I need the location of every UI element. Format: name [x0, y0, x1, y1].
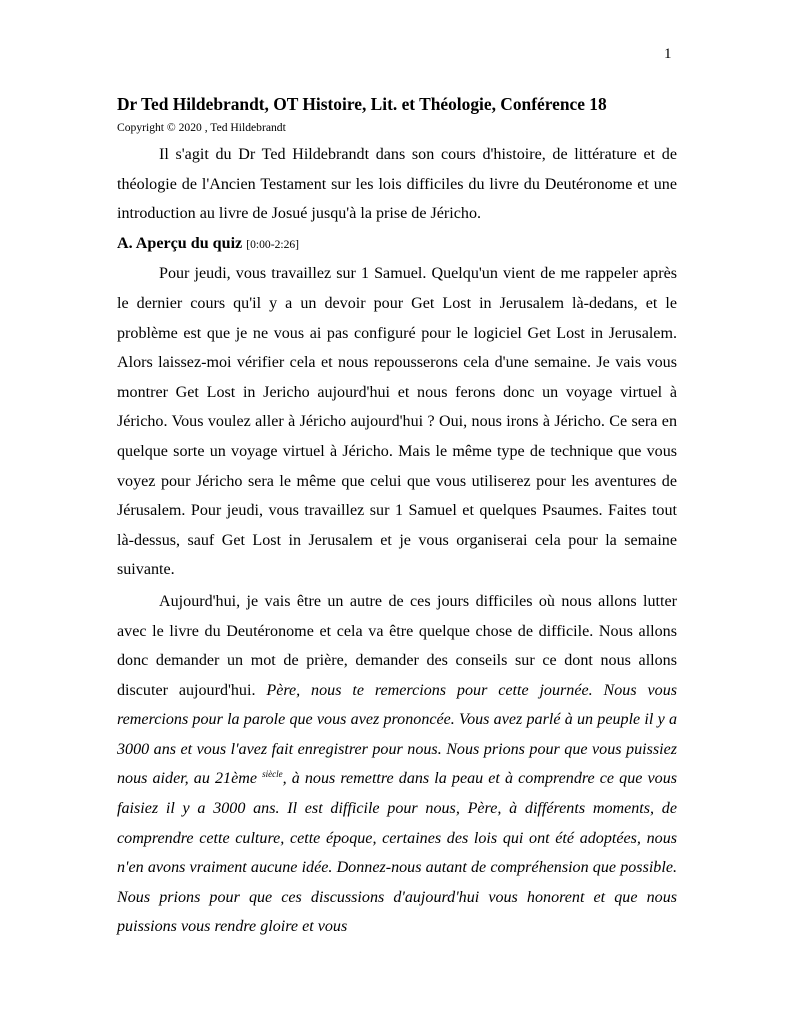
paragraph-2-text: Aujourd'hui, je vais être un autre de ces jours difficiles où nous allons lutter avec le livre du Deutéronome et cela va être quelque chose de difficile. Nous allons donc demander un mot de prière, demander des conseils sur ce dont nous allons discuter aujourd'hui. — [117, 592, 677, 699]
section-a-title: A. Aperçu du quiz — [117, 234, 243, 252]
page-number: 1 — [664, 46, 672, 62]
prayer-text — [117, 682, 677, 936]
prayer-superscript: siècle — [262, 769, 283, 780]
section-a-paragraph-2 — [117, 587, 677, 942]
copyright-line: Copyright © 2020 , Ted Hildebrandt — [117, 121, 286, 134]
document-body — [117, 92, 677, 942]
prayer-text-part-2: , à nous remettre dans la peau et à comprendre ce que vous faisiez il y a 3000 ans. Il est difficile pour nous, Père, à différents moments, de comprendre cette culture, cette époque, certaines des lois qui ont été adoptées, nous n'en avons vraiment aucune idée. Donnez-nous autant de compréhension que possible. Nous prions pour que ces discussions d'aujourd'hui vous honorent et que nous puissions vous rendre gloire et vous — [117, 770, 678, 936]
prayer-text-part-1: Père, nous te remercions pour cette journée. Nous vous remercions pour la parole que vous avez prononcée. Vous avez parlé à un peuple il y a 3000 ans et vous l'avez fait enregistrer pour nous. Nous prions pour que vous puissiez nous aider, au 21ème — [117, 681, 677, 788]
section-a-timestamp: [0:00-2:26] — [246, 237, 300, 251]
section-a-paragraph-1: Pour jeudi, vous travaillez sur 1 Samuel. Quelqu'un vient de me rappeler après le dernier cours qu'il y a un devoir pour Get Lost in Jerusalem là-dedans, et le problème est que je ne vous ai pas configuré pour le logiciel Get Lost in Jerusalem. Alors laissez-moi vérifier cela et nous repousserons cela d'une semaine. Je vais vous montrer Get Lost in Jericho aujourd'hui et nous ferons donc un voyage virtuel à Jéricho. Vous voulez aller à Jéricho aujourd'hui ? Oui, nous irons à Jéricho. Ce sera en quelque sorte un voyage virtuel à Jéricho. Mais le même type de technique que vous voyez pour Jéricho sera le même que celui que vous utiliserez pour les aventures de Jérusalem. Pour jeudi, vous travaillez sur 1 Samuel et quelques Psaumes. Faites tout là-dessus, sauf Get Lost in Jerusalem et je vous organiserai cela pour la semaine suivante. — [117, 265, 677, 579]
section-a-heading — [117, 229, 677, 260]
intro-paragraph: Il s'agit du Dr Ted Hildebrandt dans son cours d'histoire, de littérature et de théologie de l'Ancien Testament sur les lois difficiles du livre du Deutéronome et une introduction au livre de Josué jusqu'à la prise de Jéricho. — [117, 146, 677, 223]
document-title: Dr Ted Hildebrandt, OT Histoire, Lit. et Théologie, Conférence 18 — [117, 94, 607, 114]
